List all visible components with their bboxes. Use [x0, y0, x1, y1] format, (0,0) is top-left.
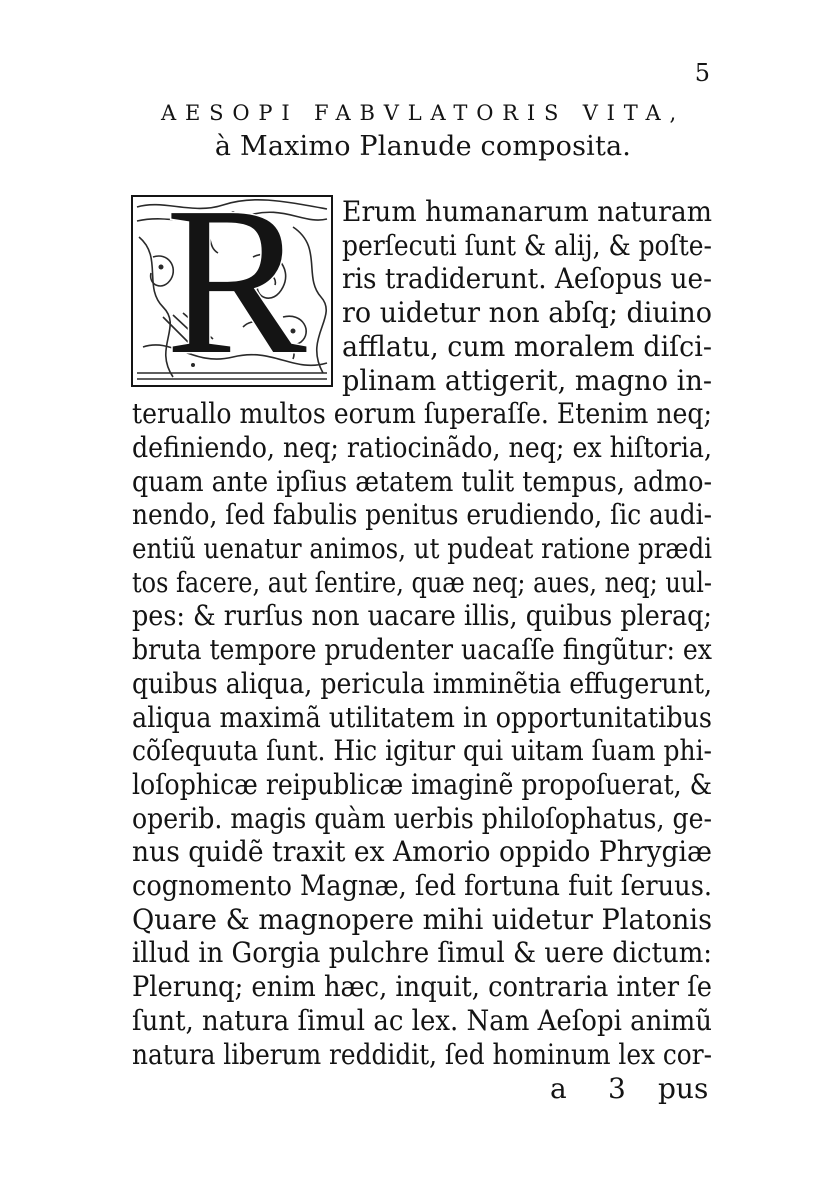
text-line: loſophicæ reipublicæ imaginẽ propoſuerat, &	[132, 767, 712, 801]
text-line: ro uidetur non abſq; diuino	[342, 296, 712, 330]
text-line: teruallo multos eorum ſuperaſſe. Etenim neq;	[132, 397, 712, 431]
text-line: Quare & magnopere mihi uidetur Platonis	[132, 902, 712, 936]
text-line: quam ante ipſius ætatem tulit tempus, admo-	[132, 464, 712, 498]
initial-letter: R	[165, 195, 307, 387]
text-line: quibus aliqua, pericula imminẽtia effugerunt,	[132, 666, 712, 700]
ornamental-initial	[131, 195, 333, 387]
text-line: pes: & rurſus non uacare illis, quibus pleraq;	[132, 599, 712, 633]
text-line: operib. magis quàm uerbis philoſophatus, ge-	[132, 801, 712, 835]
text-line: cognomento Magnæ, ſed fortuna fuit ſeruus.	[132, 869, 712, 902]
text-line: aliqua maximã utilitatem in opportunitatibus	[132, 700, 712, 734]
text-line: plinam attigerit, magno in-	[342, 363, 712, 397]
text-line: perſecuti ſunt & alij, & poſte-	[342, 228, 712, 262]
catchword: pus	[658, 1072, 709, 1105]
text-line: nendo, ſed fabulis penitus erudiendo, ſic audi-	[132, 498, 712, 532]
page-subtitle: à Maximo Planude composita.	[214, 131, 632, 162]
page-title: AESOPI FABVLATORIS VITA,	[161, 101, 685, 125]
signature-letter: a	[550, 1072, 567, 1105]
text-line: entiũ uenatur animos, ut pudeat ratione prædi	[132, 532, 712, 565]
text-line: ris tradiderunt. Aeſopus ue-	[342, 262, 712, 296]
text-line: illud in Gorgia pulchre ſimul & uere dictum:	[132, 936, 712, 970]
page-number: 5	[694, 59, 710, 87]
text-line: definiendo, neq; ratiocinãdo, neq; ex hiſtoria,	[132, 430, 712, 464]
text-line: ſunt, natura ſimul ac lex. Nam Aeſopi animũ	[132, 1003, 712, 1037]
text-line: Plerunq; enim hæc, inquit, contraria inter ſe	[132, 970, 712, 1004]
text-line: cõſequuta ſunt. Hic igitur qui uitam ſuam phi-	[132, 734, 712, 768]
text-line: bruta tempore prudenter uacaſſe fingũtur: ex	[132, 633, 712, 667]
text-line: afflatu, cum moralem diſci-	[342, 329, 712, 363]
text-line: tos facere, aut ſentire, quæ neq; aues, neq; uul-	[132, 565, 712, 599]
text-line: Erum humanarum naturam	[342, 195, 712, 228]
text-line: natura liberum reddidit, ſed hominum lex cor-	[132, 1037, 712, 1071]
signature-number: 3	[608, 1072, 626, 1105]
text-line: nus quidẽ traxit ex Amorio oppido Phrygiæ	[132, 835, 712, 869]
